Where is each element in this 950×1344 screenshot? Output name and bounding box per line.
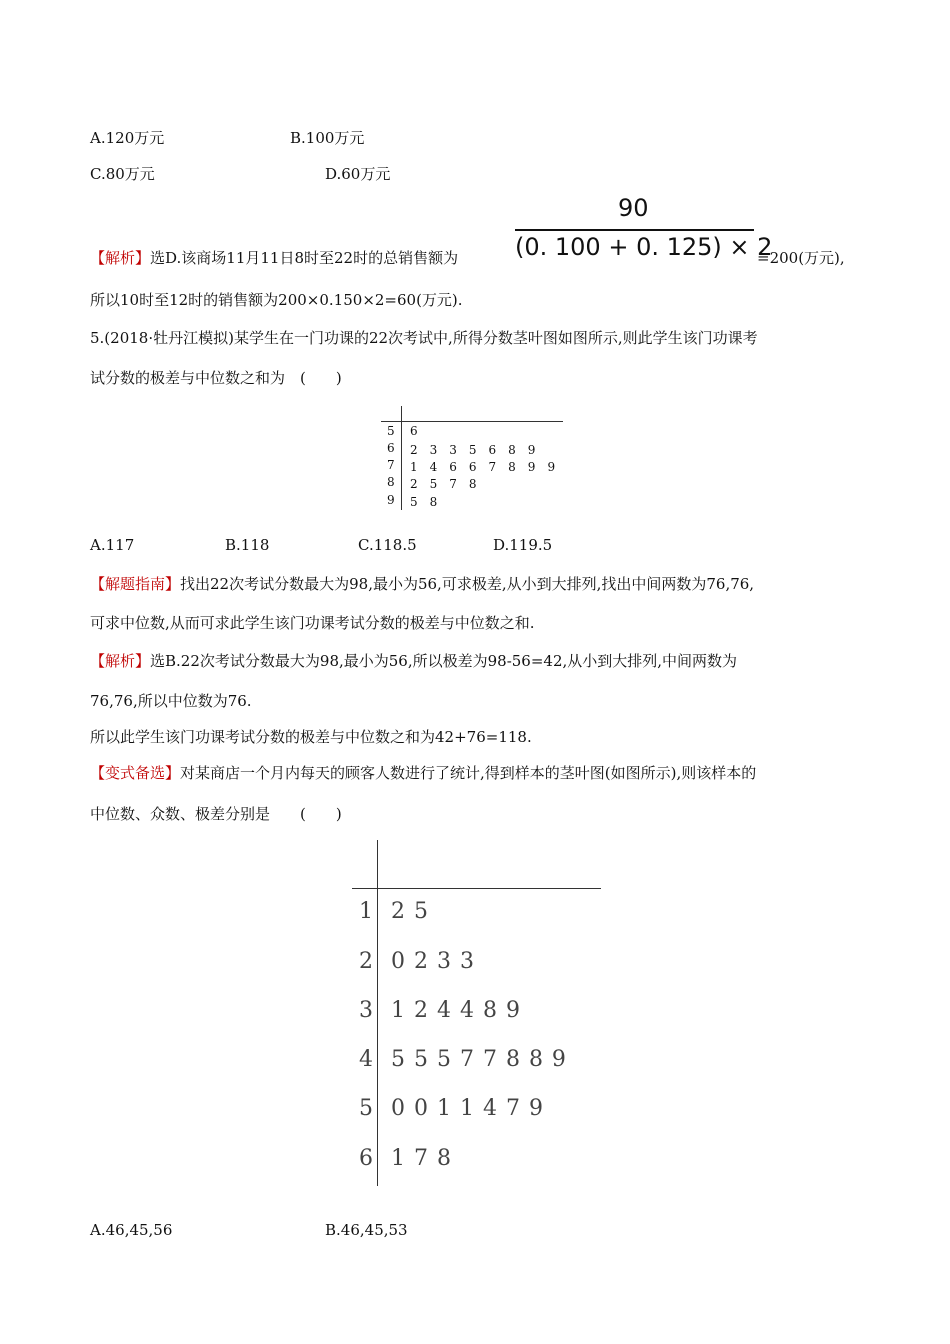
q5-option-c: C.118.5 <box>358 536 417 554</box>
leaf-values: 2 3 3 5 6 8 9 <box>410 443 536 457</box>
q4-analysis-result: =200(万元), <box>757 249 845 267</box>
leaf-values: 5 8 <box>410 495 438 509</box>
stem-value: 6 <box>359 1146 374 1171</box>
variant-stem-line2: 中位数、众数、极差分别是 ( ) <box>90 805 342 823</box>
leaf-values: 6 <box>410 424 418 438</box>
variant-tag: 【变式备选】 <box>90 764 181 782</box>
analysis-tag: 【解析】 <box>90 652 151 670</box>
stem-value: 2 <box>359 949 374 974</box>
stem-value: 8 <box>387 475 395 489</box>
q5-stem-line2: 试分数的极差与中位数之和为 ( ) <box>90 369 342 387</box>
q5-analysis-line2: 76,76,所以中位数为76. <box>90 692 252 710</box>
q4-analysis-line1 <box>90 247 458 268</box>
variant-stem-line1 <box>90 762 756 783</box>
variant-option-b: B.46,45,53 <box>325 1221 408 1239</box>
leaf-values: 0 2 3 3 <box>391 949 475 974</box>
leaf-values: 2 5 7 8 <box>410 477 477 491</box>
stem-value: 7 <box>387 458 395 472</box>
q5-option-a: A.117 <box>90 536 135 554</box>
stem-value: 5 <box>359 1096 374 1121</box>
analysis-text: 选B.22次考试分数最大为98,最小为56,所以极差为98-56=42,从小到大排列,中间两数为 <box>150 652 738 670</box>
header-rule <box>352 888 601 889</box>
guide-text: 找出22次考试分数最大为98,最小为56,可求极差,从小到大排列,找出中间两数为76,76, <box>180 575 755 593</box>
analysis-text: 选D.该商场11月11日8时至22时的总销售额为 <box>150 249 459 267</box>
fraction-denominator: (0. 100 + 0. 125) × 2 <box>515 233 773 261</box>
leaf-values: 1 2 4 4 8 9 <box>391 998 521 1023</box>
stem-divider <box>377 840 378 1186</box>
fraction-numerator: 90 <box>618 194 649 222</box>
header-rule <box>381 421 563 422</box>
q5-option-d: D.119.5 <box>493 536 553 554</box>
leaf-values: 1 7 8 <box>391 1146 452 1171</box>
q4-option-d: D.60万元 <box>325 165 391 183</box>
q5-analysis-line3: 所以此学生该门功课考试分数的极差与中位数之和为42+76=118. <box>90 728 532 746</box>
leaf-values: 5 5 5 7 7 8 8 9 <box>391 1047 567 1072</box>
leaf-values: 1 4 6 6 7 8 9 9 <box>410 460 556 474</box>
leaf-values: 0 0 1 1 4 7 9 <box>391 1096 544 1121</box>
stem-value: 9 <box>387 493 395 507</box>
q5-stem-line1: 5.(2018·牡丹江模拟)某学生在一门功课的22次考试中,所得分数茎叶图如图所示,则此学生该门功课考 <box>90 329 758 347</box>
q5-option-b: B.118 <box>225 536 270 554</box>
guide-tag: 【解题指南】 <box>90 575 181 593</box>
q5-guide-line2: 可求中位数,从而可求此学生该门功课考试分数的极差与中位数之和. <box>90 614 535 632</box>
q4-option-b: B.100万元 <box>290 129 365 147</box>
q4-analysis-line2: 所以10时至12时的销售额为200×0.150×2=60(万元). <box>90 291 463 309</box>
variant-option-a: A.46,45,56 <box>90 1221 173 1239</box>
q5-guide-line1 <box>90 573 754 594</box>
q4-option-a: A.120万元 <box>90 129 165 147</box>
variant-text: 对某商店一个月内每天的顾客人数进行了统计,得到样本的茎叶图(如图所示),则该样本的 <box>180 764 757 782</box>
stem-value: 1 <box>359 899 374 924</box>
stem-value: 6 <box>387 441 395 455</box>
fraction-bar <box>515 229 754 231</box>
q5-analysis-line1 <box>90 650 737 671</box>
q4-option-c: C.80万元 <box>90 165 155 183</box>
analysis-tag: 【解析】 <box>90 249 151 267</box>
stem-value: 4 <box>359 1047 374 1072</box>
leaf-values: 2 5 <box>391 899 429 924</box>
stem-value: 3 <box>359 998 374 1023</box>
stem-value: 5 <box>387 424 395 438</box>
